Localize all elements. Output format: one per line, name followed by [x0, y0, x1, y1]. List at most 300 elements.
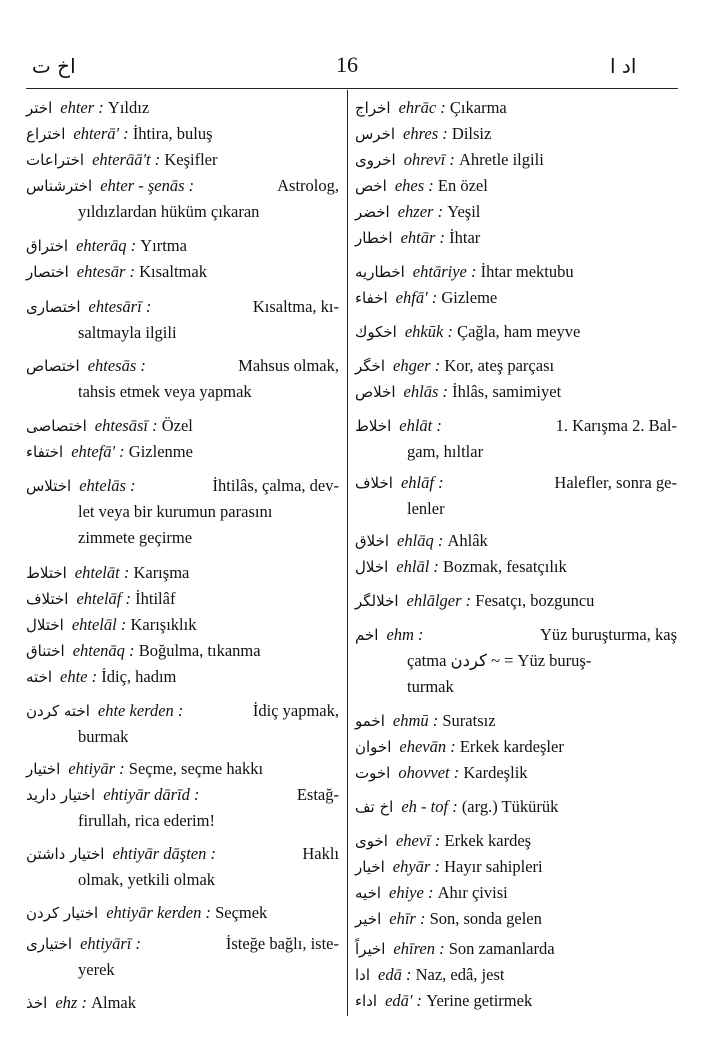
- definition: Yıldız: [107, 98, 150, 117]
- arabic-script: اخگر: [355, 357, 385, 375]
- transliteration: ehlāf :: [400, 473, 444, 492]
- arabic-script: اختفاء: [26, 443, 64, 461]
- dictionary-entry: [26, 353, 339, 405]
- definition-continuation: çatma کردن ~ = Yüz buruş-: [407, 651, 592, 670]
- dictionary-entry: [355, 622, 677, 700]
- definition: Ahır çivisi: [437, 883, 508, 902]
- dictionary-entry: [26, 95, 339, 121]
- dictionary-entry: [26, 698, 339, 750]
- entry-first-line: [26, 698, 339, 724]
- entry-first-line: [355, 353, 677, 379]
- arabic-script: اخرس: [355, 125, 396, 143]
- entry-head: [355, 124, 491, 143]
- entry-first-line: [26, 233, 339, 259]
- entry-first-line: [26, 560, 339, 586]
- definition: Fesatçı, bozguncu: [475, 591, 595, 610]
- entry-first-line: [26, 931, 339, 957]
- entry-first-line: [26, 439, 339, 465]
- entry-head: [26, 473, 136, 499]
- entry-first-line: [26, 900, 339, 926]
- arabic-script: اخوی: [355, 832, 388, 850]
- arabic-script: اختراق: [26, 237, 69, 255]
- entry-first-line: [355, 708, 677, 734]
- entry-first-line: [26, 121, 339, 147]
- definition: Çağla, ham meyve: [457, 322, 581, 341]
- entry-head: [26, 173, 194, 199]
- entry-head: [26, 294, 151, 320]
- entry-first-line: [355, 225, 677, 251]
- dictionary-entry: [355, 470, 677, 522]
- dictionary-entry: [355, 880, 677, 906]
- entry-head: [355, 150, 544, 169]
- arabic-script: اختلاط: [26, 564, 67, 582]
- transliteration: ehtesās :: [87, 356, 146, 375]
- entry-head: [26, 782, 199, 808]
- arabic-script: اختصاص: [26, 357, 80, 375]
- arabic-script: اخ تف: [355, 798, 394, 816]
- definition: Ahlâk: [447, 531, 488, 550]
- definition-continuation: tahsis etmek veya yapmak: [78, 382, 252, 401]
- dictionary-entry: [355, 588, 677, 614]
- entry-head: [26, 150, 217, 169]
- entry-head: [26, 903, 267, 922]
- dictionary-entry: [355, 225, 677, 251]
- definition: Suratsız: [442, 711, 496, 730]
- entry-first-line: [26, 294, 339, 320]
- definition: Karışıklık: [130, 615, 197, 634]
- entry-head: [26, 589, 175, 608]
- transliteration: ehz :: [55, 993, 92, 1012]
- definition-continuation: yerek: [78, 960, 115, 979]
- definition-continuation: olmak, yetkili olmak: [78, 870, 216, 889]
- transliteration: eh - tof :: [401, 797, 462, 816]
- transliteration: edā :: [378, 965, 416, 984]
- dictionary-entry: [355, 854, 677, 880]
- definition: İhtira, buluş: [132, 124, 213, 143]
- entry-first-line: [355, 121, 677, 147]
- entry-head: [355, 262, 574, 281]
- entry-head: [355, 737, 564, 756]
- definition: Erkek kardeşler: [459, 737, 564, 756]
- definition: Halefler, sonra ge-: [554, 473, 677, 492]
- dictionary-entry: [26, 473, 339, 551]
- transliteration: ehtiyār :: [68, 759, 129, 778]
- transliteration: ohrevī :: [403, 150, 459, 169]
- entry-first-line: [26, 173, 339, 199]
- definition: Yırtma: [140, 236, 187, 255]
- arabic-script: اختيار: [26, 760, 61, 778]
- entry-head: [355, 909, 542, 928]
- transliteration: ohovvet :: [398, 763, 464, 782]
- dictionary-entry: [355, 121, 677, 147]
- entry-head: [355, 176, 488, 195]
- page-number: 16: [336, 52, 358, 77]
- entry-head: [26, 236, 187, 255]
- arabic-script: اختيار کردن: [26, 904, 99, 922]
- entry-head: [355, 797, 558, 816]
- arabic-script: اختياری: [26, 935, 73, 953]
- definition: Seçme, seçme hakkı: [128, 759, 264, 778]
- definition: İdiç, hadım: [101, 667, 177, 686]
- definition: Kısaltmak: [139, 262, 207, 281]
- definition: Yerine getirmek: [426, 991, 533, 1010]
- transliteration: ehmū :: [392, 711, 443, 730]
- entry-first-line: [355, 880, 677, 906]
- entry-head: [355, 228, 480, 247]
- definition: Gizleme: [441, 288, 498, 307]
- arabic-script: اخراج: [355, 99, 391, 117]
- arabic-script: اخطار: [355, 229, 393, 247]
- definition: İsteğe bağlı, iste-: [225, 934, 339, 953]
- definition: (arg.) Tükürük: [461, 797, 559, 816]
- definition: Erkek kardeş: [444, 831, 532, 850]
- entry-first-line: [26, 841, 339, 867]
- entry-head: [355, 531, 488, 550]
- transliteration: ehtār :: [400, 228, 450, 247]
- entry-first-line: [355, 760, 677, 786]
- entry-first-line: [26, 756, 339, 782]
- transliteration: ehlāl :: [396, 557, 444, 576]
- dictionary-entry: [355, 353, 677, 379]
- dictionary-entry: [355, 379, 677, 405]
- definition: Yüz buruşturma, kaş: [539, 625, 677, 644]
- transliteration: ehter - şenās :: [100, 176, 195, 195]
- entry-first-line: [355, 259, 677, 285]
- entry-head: [26, 353, 146, 379]
- entry-head: [355, 322, 580, 341]
- entry-head: [26, 759, 263, 778]
- arabic-script: اخم: [355, 626, 379, 644]
- transliteration: ehlās :: [403, 382, 453, 401]
- transliteration: ehtelāl :: [71, 615, 131, 634]
- transliteration: ehlālger :: [406, 591, 476, 610]
- transliteration: ehger :: [393, 356, 445, 375]
- entry-first-line: [355, 95, 677, 121]
- entry-head: [26, 841, 216, 867]
- dictionary-entry: [355, 962, 677, 988]
- definition: 1. Karışma 2. Bal-: [555, 416, 677, 435]
- definition: Ahretle ilgili: [459, 150, 544, 169]
- arabic-script: اختصاصی: [26, 417, 87, 435]
- transliteration: ehevī :: [395, 831, 445, 850]
- definition: Kısaltma, kı-: [252, 297, 339, 316]
- entry-first-line: [355, 319, 677, 345]
- arabic-script: اختلال: [26, 616, 64, 634]
- entry-first-line: [26, 990, 339, 1016]
- arabic-script: اختراعات: [26, 151, 85, 169]
- entry-first-line: [355, 988, 677, 1014]
- arabic-script: اخكوك: [355, 323, 397, 341]
- entry-first-line: [355, 828, 677, 854]
- entry-first-line: [26, 612, 339, 638]
- definition: Bozmak, fesatçılık: [443, 557, 567, 576]
- arabic-script: اخمو: [355, 712, 385, 730]
- definition: Hayır sahipleri: [444, 857, 543, 876]
- entry-first-line: [355, 173, 677, 199]
- entry-head: [26, 442, 193, 461]
- definition: İhlâs, samimiyet: [452, 382, 562, 401]
- transliteration: ehtāriye :: [412, 262, 481, 281]
- definition-continuation: saltmayla ilgili: [78, 323, 177, 342]
- definition: İdiç yapmak,: [252, 701, 339, 720]
- entry-head: [355, 991, 532, 1010]
- arabic-script: اخته کردن: [26, 702, 90, 720]
- dictionary-entry: [355, 936, 677, 962]
- entry-first-line: [355, 147, 677, 173]
- dictionary-entry: [26, 294, 339, 346]
- entry-head: [355, 622, 424, 648]
- arabic-script: اداء: [355, 992, 378, 1010]
- transliteration: ehterā' :: [73, 124, 133, 143]
- definition: İhtar: [449, 228, 481, 247]
- definition: Mahsus olmak,: [238, 356, 339, 375]
- transliteration: ehfā' :: [395, 288, 442, 307]
- transliteration: ehtelāt :: [74, 563, 134, 582]
- entry-first-line: [26, 664, 339, 690]
- dictionary-entry: [355, 760, 677, 786]
- entry-head: [26, 124, 213, 143]
- arabic-script: اختلاف: [26, 590, 69, 608]
- entry-first-line: [355, 528, 677, 554]
- arabic-script: اخذ: [26, 994, 48, 1012]
- arabic-script: اخطاريه: [355, 263, 405, 281]
- entry-head: [355, 763, 528, 782]
- entry-first-line: [26, 259, 339, 285]
- dictionary-entry: [355, 319, 677, 345]
- definition: Boğulma, tıkanma: [138, 641, 261, 660]
- entry-head: [355, 98, 507, 117]
- dictionary-entry: [26, 664, 339, 690]
- dictionary-entry: [26, 259, 339, 285]
- entry-first-line: [355, 199, 677, 225]
- transliteration: ehīr :: [389, 909, 430, 928]
- transliteration: ehtiyār dārīd :: [103, 785, 200, 804]
- definition: Dilsiz: [451, 124, 492, 143]
- definition: Almak: [91, 993, 136, 1012]
- arabic-script: اخوان: [355, 738, 392, 756]
- header-left-letters: اخ ت: [32, 54, 76, 78]
- arabic-script: اخلال: [355, 558, 389, 576]
- transliteration: ehlāt :: [399, 416, 442, 435]
- header-right-letters: اد ا: [610, 54, 637, 78]
- transliteration: ehtiyārī :: [80, 934, 142, 953]
- arabic-script: اختراع: [26, 125, 66, 143]
- entry-head: [355, 202, 480, 221]
- arabic-script: اخفاء: [355, 289, 388, 307]
- definition: Haklı: [302, 844, 339, 863]
- transliteration: ehm :: [386, 625, 424, 644]
- transliteration: ehes :: [394, 176, 438, 195]
- arabic-script: اخلالگر: [355, 592, 399, 610]
- entry-first-line: [26, 473, 339, 499]
- dictionary-entry: [26, 841, 339, 893]
- definition: Estağ-: [296, 785, 339, 804]
- transliteration: ehtesār :: [76, 262, 140, 281]
- arabic-script: اختيار داريد: [26, 786, 96, 804]
- entry-head: [355, 965, 504, 984]
- dictionary-entry: [26, 413, 339, 439]
- entry-first-line: [26, 353, 339, 379]
- entry-first-line: [355, 413, 677, 439]
- arabic-script: اخته: [26, 668, 53, 686]
- dictionary-entry: [355, 285, 677, 311]
- entry-head: [355, 356, 554, 375]
- arabic-script: اختر: [26, 99, 53, 117]
- transliteration: ehtenāq :: [72, 641, 139, 660]
- definition-continuation: lenler: [407, 499, 445, 518]
- definition-continuation: turmak: [407, 677, 454, 696]
- entry-head: [355, 857, 543, 876]
- transliteration: ehkūk :: [404, 322, 458, 341]
- definition: En özel: [437, 176, 488, 195]
- dictionary-entry: [26, 586, 339, 612]
- entry-head: [26, 416, 193, 435]
- dictionary-entry: [355, 259, 677, 285]
- dictionary-entry: [26, 147, 339, 173]
- definition: Karışma: [133, 563, 190, 582]
- definition: Kor, ateş parçası: [444, 356, 555, 375]
- transliteration: ehīren :: [393, 939, 449, 958]
- transliteration: ehte kerden :: [97, 701, 184, 720]
- dictionary-entry: [355, 906, 677, 932]
- dictionary-entry: [26, 612, 339, 638]
- dictionary-entry: [26, 233, 339, 259]
- transliteration: ehtesārī :: [88, 297, 152, 316]
- transliteration: ehyār :: [392, 857, 445, 876]
- arabic-script: اخضر: [355, 203, 390, 221]
- transliteration: ehlāq :: [397, 531, 448, 550]
- arabic-script: اختلاس: [26, 477, 72, 495]
- definition: İhtilâs, çalma, dev-: [212, 476, 339, 495]
- definition: Son, sonda gelen: [429, 909, 542, 928]
- definition: Son zamanlarda: [448, 939, 555, 958]
- header-rule: [26, 88, 678, 89]
- arabic-script: اخروی: [355, 151, 396, 169]
- transliteration: edā' :: [385, 991, 427, 1010]
- arabic-script: اختيار داشتن: [26, 845, 105, 863]
- arabic-script: اخيار: [355, 858, 385, 876]
- transliteration: ehtesāsī :: [94, 416, 162, 435]
- entry-first-line: [355, 854, 677, 880]
- dictionary-entry: [355, 413, 677, 465]
- entry-head: [26, 698, 183, 724]
- entry-head: [355, 413, 442, 439]
- arabic-script: اخيراً: [355, 940, 386, 958]
- entry-head: [355, 382, 561, 401]
- definition-continuation: gam, hıltlar: [407, 442, 484, 461]
- arabic-script: اخص: [355, 177, 387, 195]
- definition-continuation: yıldızlardan hüküm çıkaran: [78, 202, 260, 221]
- arabic-script: اختناق: [26, 642, 65, 660]
- entry-first-line: [355, 285, 677, 311]
- entry-head: [26, 931, 141, 957]
- definition-continuation: zimmete geçirme: [78, 528, 193, 547]
- entry-head: [355, 557, 567, 576]
- arabic-script: ادا: [355, 966, 371, 984]
- entry-head: [355, 831, 531, 850]
- entry-head: [26, 641, 261, 660]
- definition: Özel: [161, 416, 193, 435]
- entry-head: [355, 939, 555, 958]
- entry-first-line: [26, 95, 339, 121]
- dictionary-entry: [355, 554, 677, 580]
- entry-head: [26, 262, 207, 281]
- entry-first-line: [355, 734, 677, 760]
- dictionary-entry: [26, 560, 339, 586]
- arabic-script: اخيه: [355, 884, 382, 902]
- dictionary-entry: [355, 794, 677, 820]
- definition: Çıkarma: [449, 98, 507, 117]
- entry-first-line: [355, 554, 677, 580]
- transliteration: ehte :: [60, 667, 102, 686]
- arabic-script: اخلاق: [355, 532, 390, 550]
- entry-first-line: [26, 782, 339, 808]
- entry-head: [355, 288, 497, 307]
- transliteration: ehrāc :: [398, 98, 450, 117]
- entry-head: [26, 563, 189, 582]
- arabic-script: اخوت: [355, 764, 391, 782]
- transliteration: ehter :: [60, 98, 108, 117]
- arabic-script: اختصار: [26, 263, 69, 281]
- entry-head: [355, 591, 594, 610]
- entry-first-line: [355, 622, 677, 648]
- dictionary-entry: [355, 734, 677, 760]
- definition: Astrolog,: [277, 176, 339, 195]
- entry-first-line: [355, 588, 677, 614]
- dictionary-entry: [355, 199, 677, 225]
- column-divider: [347, 90, 348, 1016]
- transliteration: ehiye :: [389, 883, 438, 902]
- dictionary-entry: [355, 828, 677, 854]
- entry-head: [26, 667, 176, 686]
- entry-first-line: [26, 147, 339, 173]
- dictionary-entry: [355, 988, 677, 1014]
- entry-first-line: [26, 586, 339, 612]
- definition: İhtar mektubu: [480, 262, 574, 281]
- dictionary-entry: [26, 756, 339, 782]
- transliteration: ehres :: [403, 124, 452, 143]
- transliteration: ehterāq :: [76, 236, 141, 255]
- page-header: [0, 48, 706, 88]
- definition: İhtilâf: [135, 589, 176, 608]
- entry-head: [26, 98, 149, 117]
- dictionary-entry: [355, 708, 677, 734]
- entry-head: [26, 615, 196, 634]
- entry-first-line: [355, 936, 677, 962]
- entry-first-line: [355, 379, 677, 405]
- entry-first-line: [355, 794, 677, 820]
- transliteration: ehevān :: [399, 737, 460, 756]
- definition: Keşifler: [164, 150, 218, 169]
- definition-continuation: burmak: [78, 727, 129, 746]
- arabic-script: اخلاط: [355, 417, 392, 435]
- dictionary-entry: [26, 931, 339, 983]
- arabic-script: اخلاص: [355, 383, 396, 401]
- arabic-script: اخير: [355, 910, 382, 928]
- dictionary-entry: [26, 782, 339, 834]
- dictionary-entry: [26, 173, 339, 225]
- definition: Gizlenme: [128, 442, 193, 461]
- transliteration: ehzer :: [397, 202, 448, 221]
- entry-first-line: [355, 962, 677, 988]
- definition: Seçmek: [215, 903, 268, 922]
- entry-head: [26, 993, 136, 1012]
- dictionary-entry: [26, 990, 339, 1016]
- dictionary-entry: [26, 638, 339, 664]
- dictionary-entry: [355, 173, 677, 199]
- dictionary-entry: [26, 900, 339, 926]
- entry-first-line: [26, 638, 339, 664]
